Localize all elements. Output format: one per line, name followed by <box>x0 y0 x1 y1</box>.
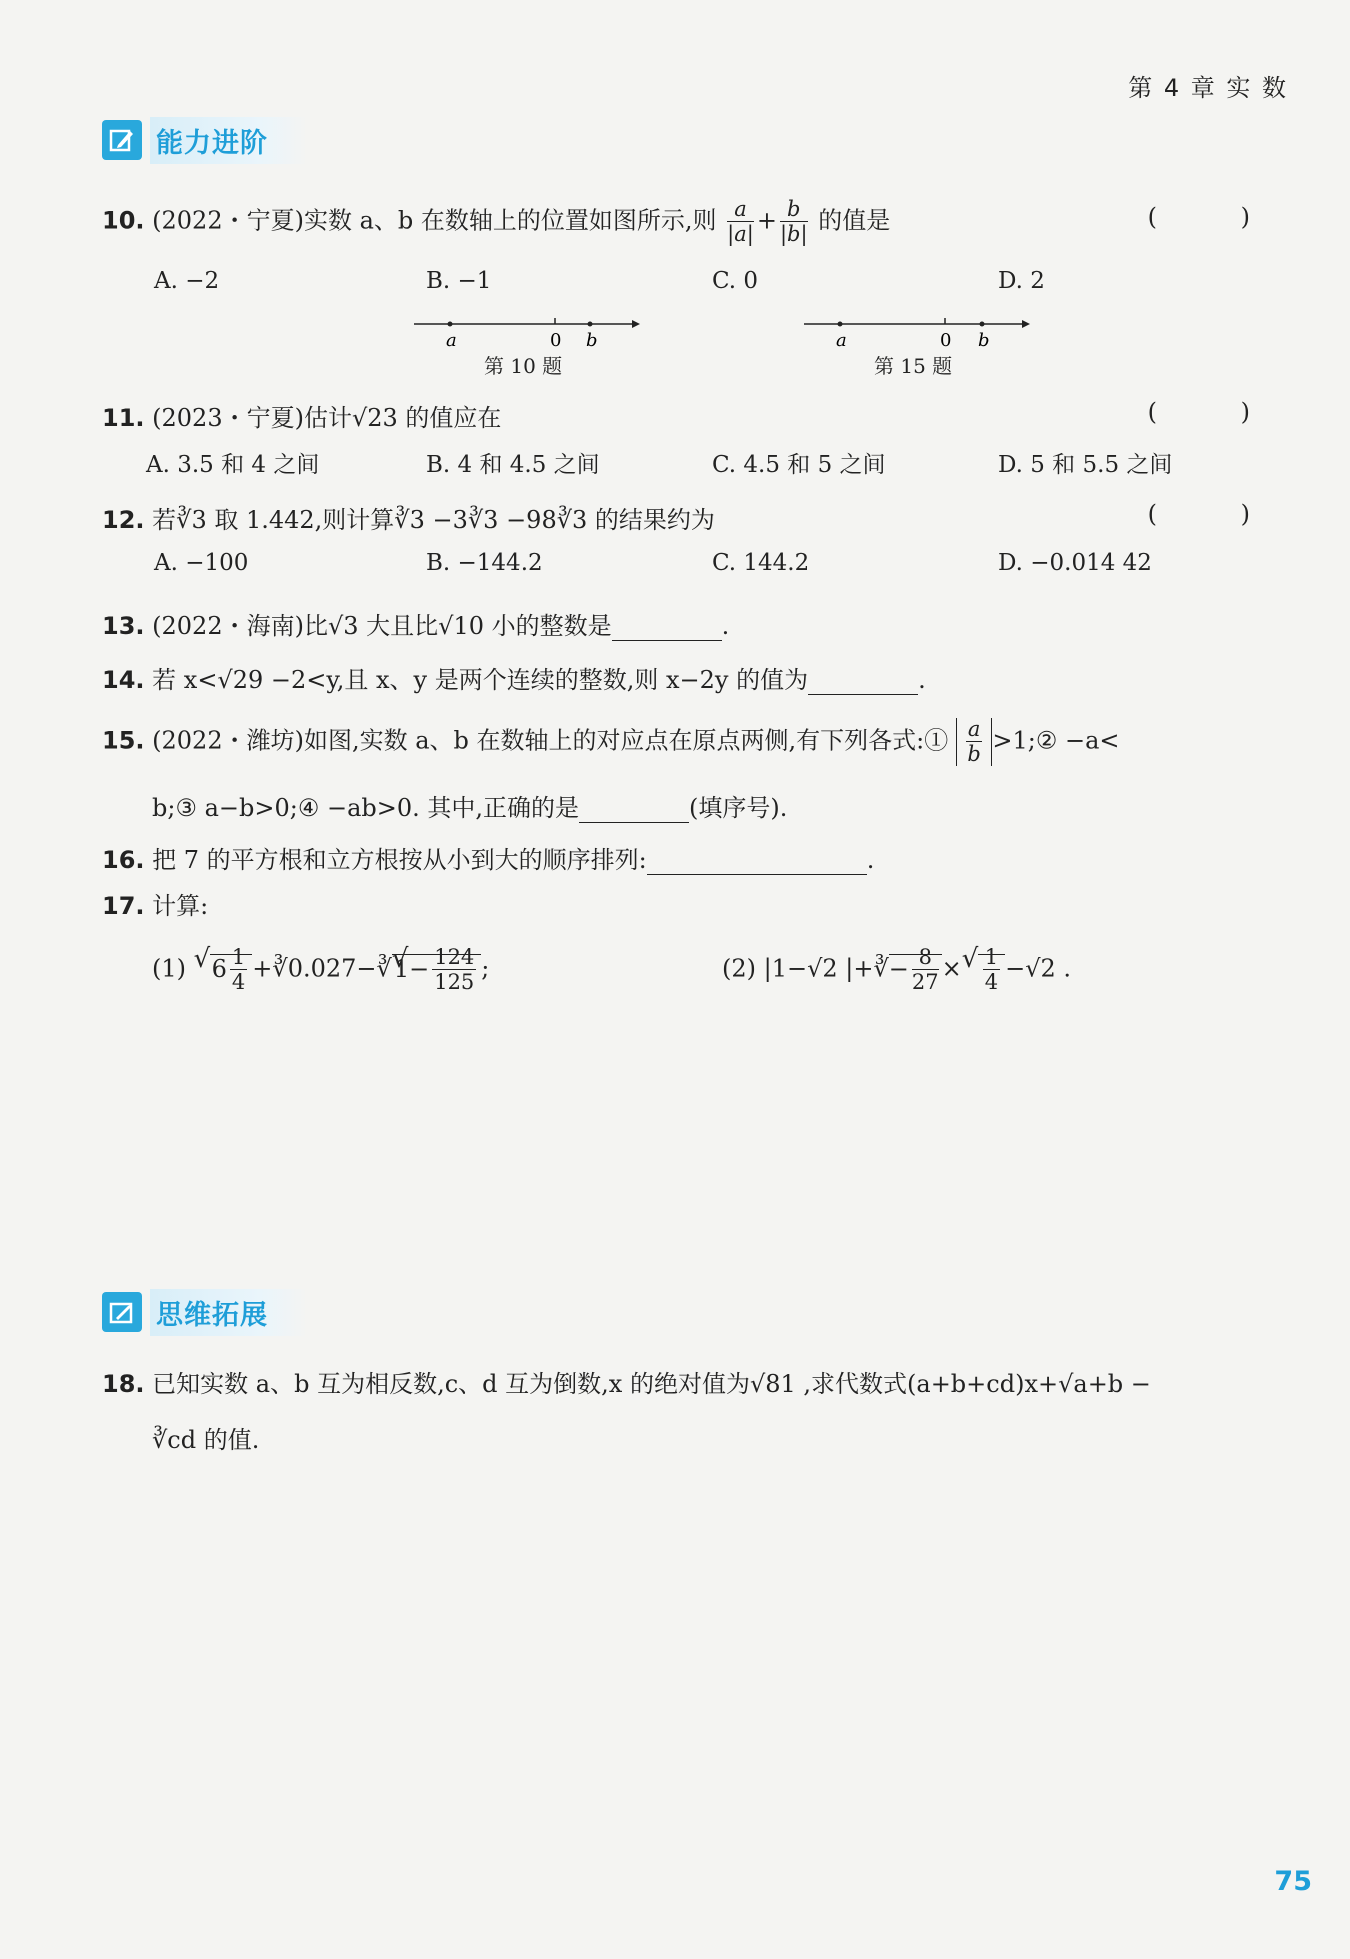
question-text: 若 x<√29 −2<y,且 x、y 是两个连续的整数,则 x−2y 的值为 <box>152 666 809 694</box>
answer-blank[interactable] <box>647 846 867 875</box>
section-title: 思维拓展 <box>150 1289 308 1336</box>
question-16 <box>102 840 874 875</box>
figure-15-caption: 第 15 题 <box>874 354 953 378</box>
question-18 <box>102 1364 1151 1399</box>
origin-label: 0 <box>550 330 562 351</box>
chapter-header: 第 4 章 实 数 <box>1128 74 1288 102</box>
pencil-icon <box>102 120 142 160</box>
page-number: 75 <box>1274 1866 1312 1897</box>
question-text-tail: >1;② −a< <box>992 726 1120 755</box>
option-d: D. 2 <box>998 268 1045 294</box>
section-title: 能力进阶 <box>150 117 308 164</box>
option-b: B. −1 <box>426 268 492 294</box>
period: . <box>721 612 730 640</box>
option-c: C. 144.2 <box>712 550 810 576</box>
question-17-part-1: (1) √ 6 $\frac{1}{4}$ +∛0.027−∛√ 1− $\frac{124}{125}$ ; <box>152 946 489 994</box>
question-text: ∛cd 的值. <box>152 1426 260 1454</box>
option-d: D. 5 和 5.5 之间 <box>998 452 1173 478</box>
question-text: 把 7 的平方根和立方根按从小到大的顺序排列: <box>152 846 647 874</box>
part-label: (2) <box>722 954 756 983</box>
answer-paren: ( ) <box>1147 203 1288 231</box>
figure-10-caption: 第 10 题 <box>484 354 563 378</box>
question-15 <box>102 718 1120 766</box>
period: . <box>918 666 926 694</box>
rocket-icon <box>102 1292 142 1332</box>
period: . <box>866 846 875 874</box>
question-text: 计算: <box>152 892 209 920</box>
question-11 <box>102 398 501 433</box>
question-13 <box>102 606 729 641</box>
option-a: A. 3.5 和 4 之间 <box>146 452 320 478</box>
question-text-tail: 的值是 <box>818 206 891 235</box>
question-number: 16. <box>102 846 145 874</box>
fraction-a-over-abs-a: $\frac{a}{|a|}$ <box>727 197 754 247</box>
option-b: B. 4 和 4.5 之间 <box>426 452 600 478</box>
question-12 <box>102 500 715 535</box>
question-number: 10. <box>102 206 145 235</box>
question-number: 15. <box>102 726 145 755</box>
answer-blank[interactable] <box>579 794 689 823</box>
question-text: (2022・宁夏)实数 a、b 在数轴上的位置如图所示,则 <box>152 206 717 235</box>
option-c: C. 0 <box>712 268 759 294</box>
question-text-tail: (填序号). <box>689 794 788 822</box>
question-18-line2 <box>152 1420 259 1455</box>
cube-root-expression: − $\frac{8}{27}$ <box>889 954 942 983</box>
answer-paren: ( ) <box>1147 500 1288 528</box>
point-a-label: a <box>446 330 457 351</box>
cube-root-expression: √ 1− $\frac{124}{125}$ <box>392 946 481 994</box>
section-thinking-header <box>102 1290 308 1334</box>
part-label: (1) <box>152 954 186 983</box>
question-text: 若∛3 取 1.442,则计算∛3 −3∛3 −98∛3 的结果约为 <box>152 506 715 534</box>
question-number: 11. <box>102 404 145 432</box>
option-c: C. 4.5 和 5 之间 <box>712 452 886 478</box>
question-14 <box>102 660 926 695</box>
question-text: b;③ a−b>0;④ −ab>0. 其中,正确的是 <box>152 794 580 822</box>
question-number: 14. <box>102 666 145 694</box>
answer-blank[interactable] <box>612 612 722 641</box>
question-text: (2023・宁夏)估计√23 的值应在 <box>152 404 502 432</box>
question-number: 12. <box>102 506 145 534</box>
question-text: 已知实数 a、b 互为相反数,c、d 互为倒数,x 的绝对值为√81 ,求代数式(a+b+cd)x+√a+b − <box>152 1370 1151 1398</box>
question-15-line2 <box>152 788 787 823</box>
question-text: (2022・潍坊)如图,实数 a、b 在数轴上的对应点在原点两侧,有下列各式:① <box>152 726 949 755</box>
number-line-figure-15 <box>800 312 1030 352</box>
point-b-label: b <box>978 330 990 351</box>
sqrt-expression: √ $\frac{1}{4}$ <box>962 946 1005 994</box>
origin-label: 0 <box>940 330 952 351</box>
option-a: A. −100 <box>154 550 249 576</box>
sqrt-expression: √ 6 $\frac{1}{4}$ <box>194 946 253 994</box>
section-ability-header <box>102 118 308 162</box>
question-17-part-2: (2) |1−√2 |+∛− $\frac{8}{27}$ × √ $\frac{1}{4}$ −√2 . <box>722 946 1071 994</box>
number-line-figure-10 <box>410 312 640 352</box>
option-d: D. −0.014 42 <box>998 550 1152 576</box>
point-a-label: a <box>836 330 847 351</box>
question-number: 18. <box>102 1370 145 1398</box>
option-a: A. −2 <box>154 268 220 294</box>
question-17 <box>102 886 208 921</box>
question-10: 10. (2022・宁夏)实数 a、b 在数轴上的位置如图所示,则 $\frac{a}{|a|}$ + $\frac{b}{|b|}$ 的值是 <box>102 197 891 247</box>
abs-a-over-b: $\frac{a}{b}$ <box>956 718 993 766</box>
point-b-label: b <box>586 330 598 351</box>
answer-paren: ( ) <box>1147 398 1288 426</box>
question-number: 17. <box>102 892 145 920</box>
answer-blank[interactable] <box>808 666 918 695</box>
fraction-b-over-abs-b: $\frac{b}{|b|}$ <box>779 197 808 247</box>
option-b: B. −144.2 <box>426 550 543 576</box>
question-text: (2022・海南)比√3 大且比√10 小的整数是 <box>152 612 612 640</box>
question-number: 13. <box>102 612 145 640</box>
